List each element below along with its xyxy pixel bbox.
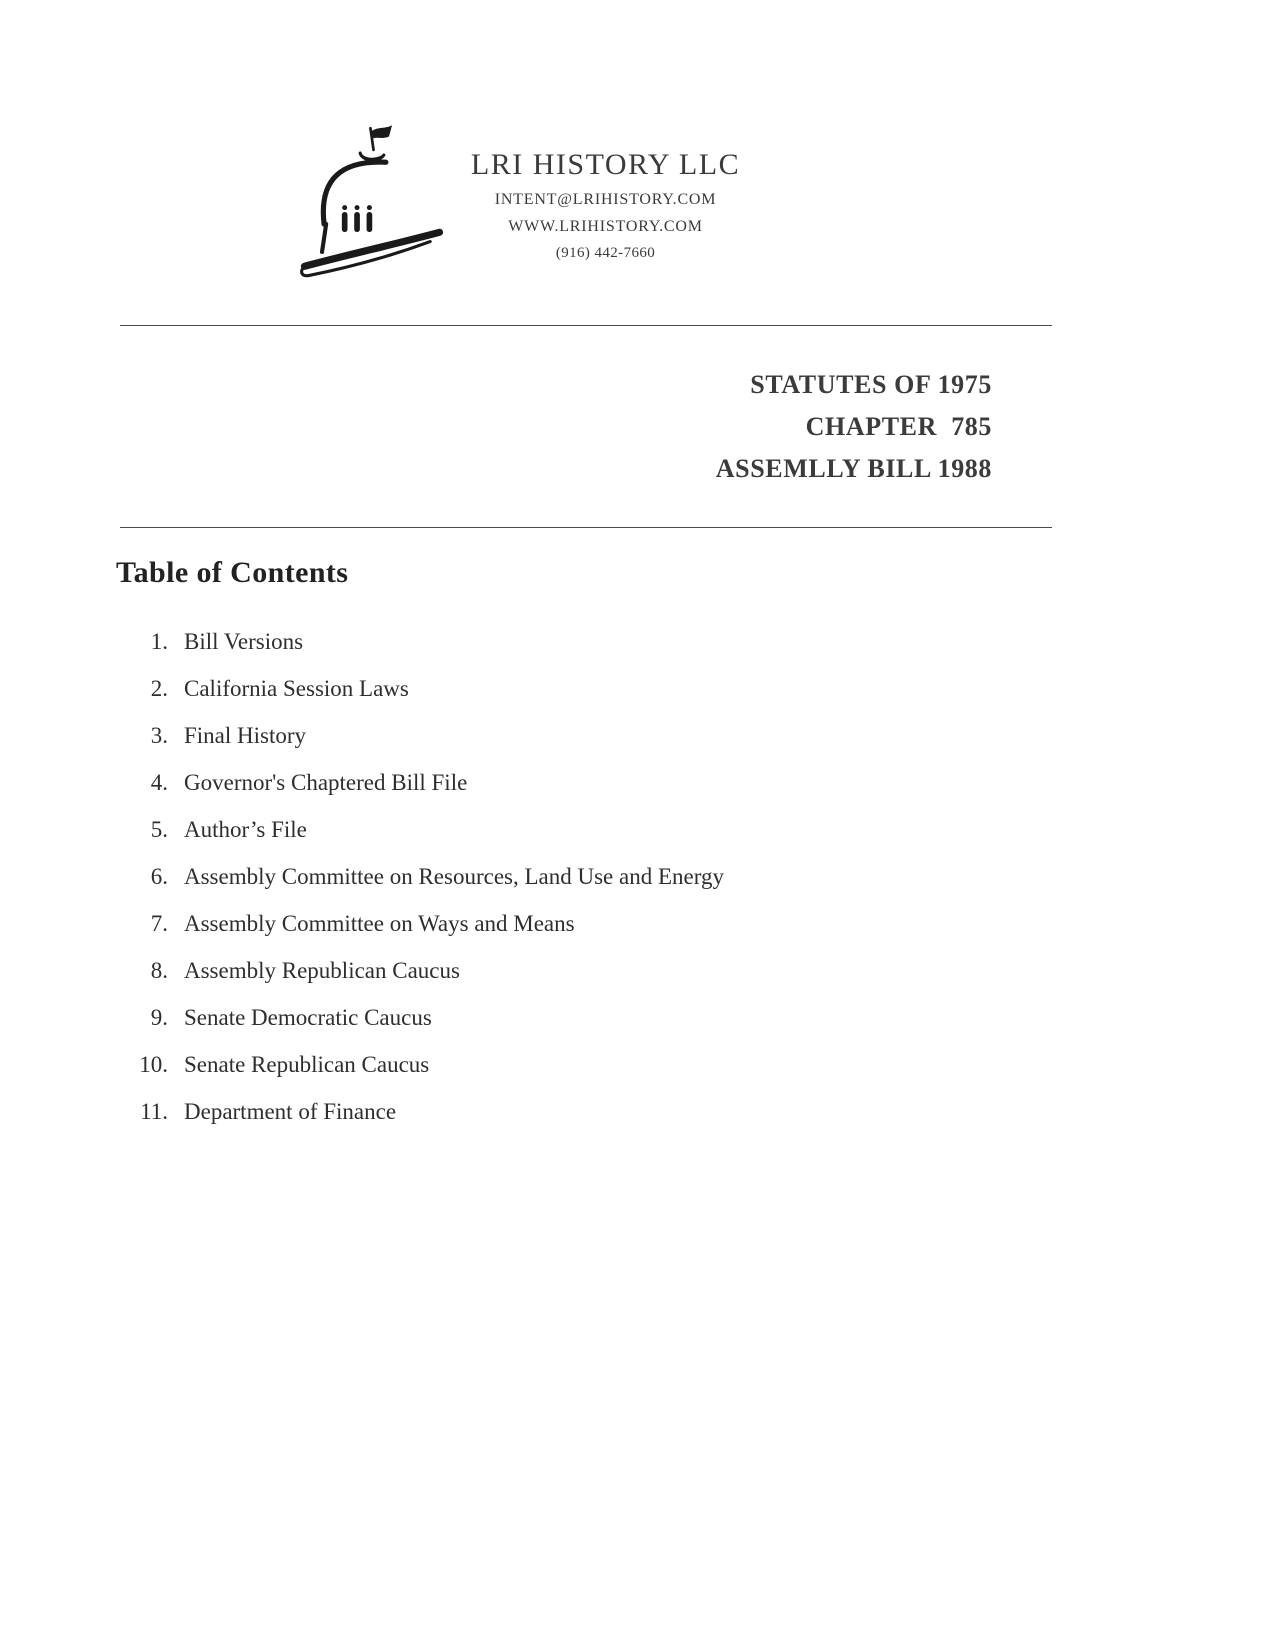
toc-heading: Table of Contents [116,556,349,589]
toc-item-label: Assembly Committee on Ways and Means [184,911,575,936]
toc-item-label: California Session Laws [184,676,409,701]
toc-item-label: Final History [184,723,307,748]
toc-item [116,759,724,806]
divider-bottom [120,527,1052,528]
contact-block [438,148,773,262]
toc-item-number: 10. [139,1052,168,1077]
company-website: WWW.LRIHISTORY.COM [508,218,703,235]
toc-item [116,712,724,759]
toc-item-label: Author’s File [184,817,307,842]
company-phone: (916) 442-7660 [555,245,656,261]
divider-top [120,325,1052,326]
toc-item-number: 8. [150,958,168,983]
toc-item [116,665,724,712]
toc-item [116,900,724,947]
toc-item [116,618,724,665]
toc-item-number: 2. [150,676,168,701]
toc-item-number: 3. [150,723,168,748]
toc-item-label: Senate Republican Caucus [184,1052,430,1077]
toc-item-label: Governor's Chaptered Bill File [184,770,468,795]
company-name: LRI HISTORY LLC [470,148,741,181]
title-block [716,364,992,490]
toc-item-number: 1. [150,629,168,654]
toc-item-number: 4. [150,770,168,795]
capitol-dome-logo-icon [295,120,450,290]
toc-item-number: 11. [140,1099,168,1124]
title-line-chapter: CHAPTER 785 [805,412,992,441]
toc-item-label: Assembly Committee on Resources, Land Use and Energy [184,864,724,889]
company-email: INTENT@LRIHISTORY.COM [494,191,717,208]
toc-item-label: Department of Finance [184,1099,397,1124]
toc-item-label: Bill Versions [184,629,304,654]
toc-item [116,1088,724,1135]
toc-item-number: 6. [150,864,168,889]
toc-item-number: 7. [150,911,168,936]
toc-item [116,806,724,853]
toc-list [116,618,724,1135]
toc-item [116,853,724,900]
title-line-statutes: STATUTES OF 1975 [750,370,992,399]
toc-item-label: Assembly Republican Caucus [184,958,460,983]
toc-item [116,947,724,994]
toc-item-number: 9. [150,1005,168,1030]
toc-item [116,1041,724,1088]
toc-item [116,994,724,1041]
toc-item-number: 5. [150,817,168,842]
toc-item-label: Senate Democratic Caucus [184,1005,432,1030]
title-line-bill: ASSEMLLY BILL 1988 [715,454,992,483]
